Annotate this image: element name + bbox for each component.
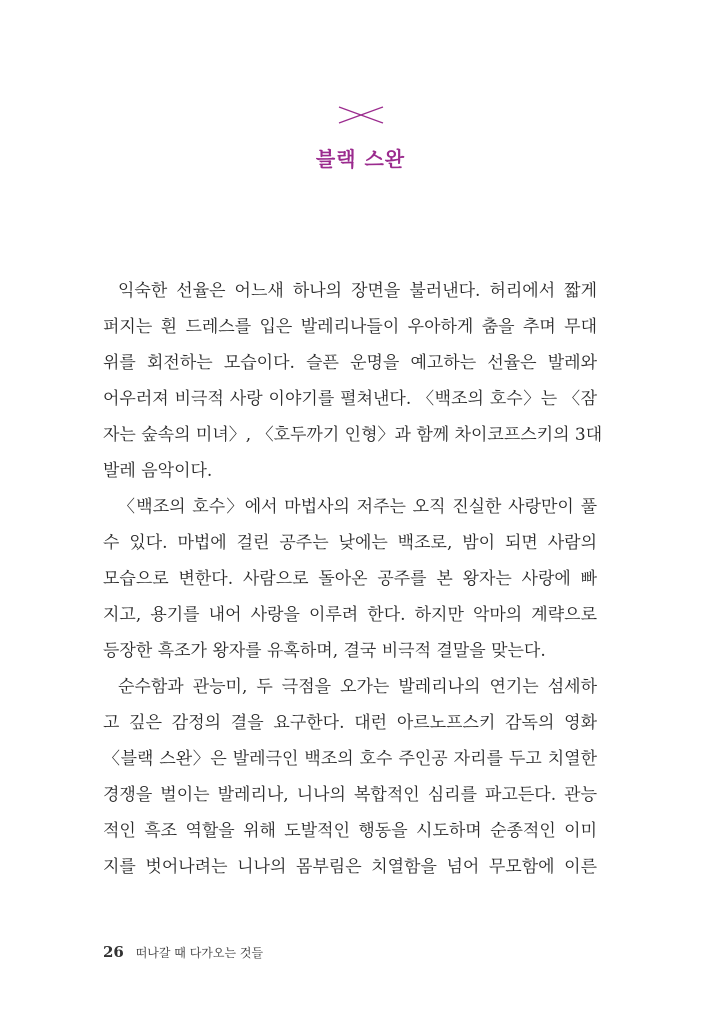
body-line: 〈백조의 호수〉에서 마법사의 저주는 오직 진실한 사랑만이 풀	[118, 497, 597, 517]
body-text	[0, 277, 721, 897]
body-line: 위를 회전하는 모습이다. 슬픈 운명을 예고하는 선율은 발레와	[103, 353, 597, 373]
body-line: 고 깊은 감정의 결을 요구한다. 대런 아르노프스키 감독의 영화	[103, 713, 597, 733]
page-number: 26	[103, 943, 124, 961]
body-line: 어우러져 비극적 사랑 이야기를 펼쳐낸다. 〈백조의 호수〉는 〈잠	[103, 389, 597, 409]
running-head: 떠나갈 때 다가오는 것들	[135, 946, 264, 960]
ornament-icon	[337, 104, 385, 126]
body-line: 지고, 용기를 내어 사랑을 이루려 한다. 하지만 악마의 계략으로	[103, 605, 597, 625]
body-line: 순수함과 관능미, 두 극점을 오가는 발레리나의 연기는 섬세하	[118, 677, 597, 697]
body-line: 익숙한 선율은 어느새 하나의 장면을 불러낸다. 허리에서 짧게	[118, 281, 597, 301]
body-line: 모습으로 변한다. 사람으로 돌아온 공주를 본 왕자는 사랑에 빠	[103, 569, 597, 589]
body-line: 발레 음악이다.	[103, 461, 213, 481]
chapter-title: 블랙 스완	[315, 147, 406, 171]
body-line: 경쟁을 벌이는 발레리나, 니나의 복합적인 심리를 파고든다. 관능	[103, 785, 597, 805]
body-line: 수 있다. 마법에 걸린 공주는 낮에는 백조로, 밤이 되면 사람의	[103, 533, 597, 553]
body-line: 등장한 흑조가 왕자를 유혹하며, 결국 비극적 결말을 맞는다.	[103, 641, 546, 661]
body-line: 퍼지는 흰 드레스를 입은 발레리나들이 우아하게 춤을 추며 무대	[103, 317, 597, 337]
body-line: 지를 벗어나려는 니나의 몸부림은 치열함을 넘어 무모함에 이른	[103, 857, 597, 877]
body-line: 자는 숲속의 미녀〉, 〈호두까기 인형〉과 함께 차이코프스키의 3대	[103, 425, 603, 445]
page-footer	[103, 943, 263, 961]
body-line: 적인 흑조 역할을 위해 도발적인 행동을 시도하며 순종적인 이미	[103, 821, 597, 841]
body-line: 〈블랙 스완〉은 발레극인 백조의 호수 주인공 자리를 두고 치열한	[103, 749, 597, 769]
